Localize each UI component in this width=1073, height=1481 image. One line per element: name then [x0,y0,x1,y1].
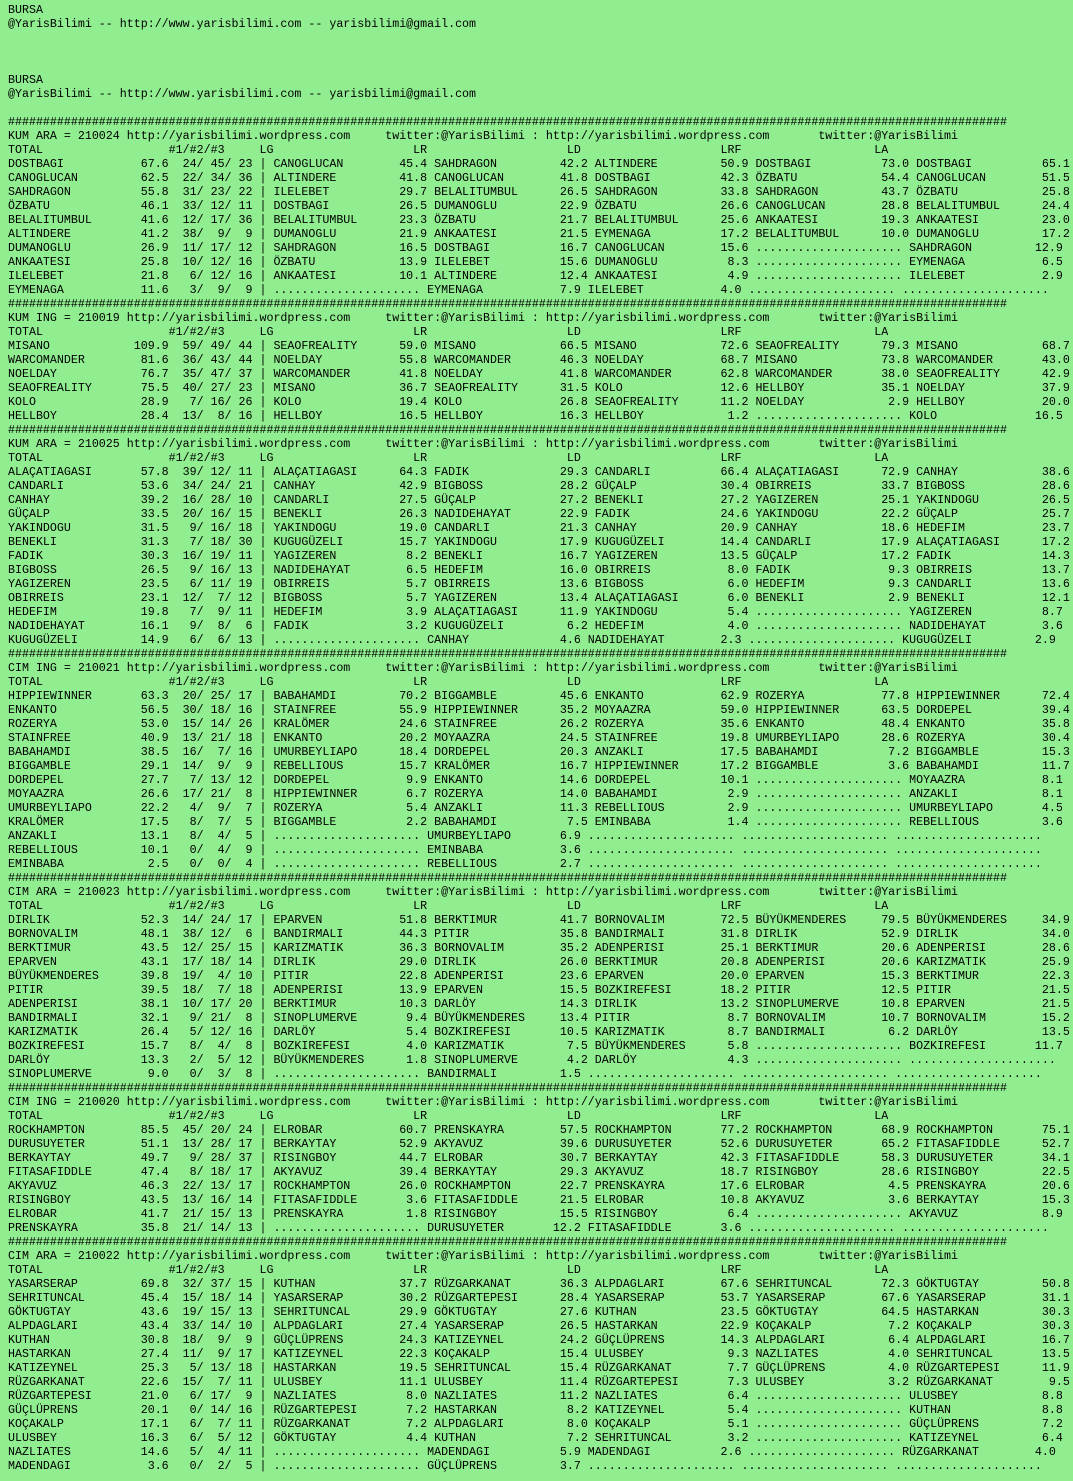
data-row: CANHAY 39.2 16/ 28/ 10 | CANDARLI 27.5 GÜÇALP 27.2 BENEKLI 27.2 YAGIZEREN 25.1 YAKINDOGU 26.5 [8,494,1070,507]
data-row: ILELEBET 21.8 6/ 12/ 16 | ANKAATESI 10.1 ALTINDERE 12.4 ANKAATESI 4.9 ..................... ILELEBET 2.9 [8,270,1063,283]
data-row: RÜZGARKANAT 22.6 15/ 7/ 11 | ULUSBEY 11.1 ULUSBEY 11.4 RÜZGARTEPESI 7.3 ULUSBEY 3.2 RÜZGARKANAT 9.5 [8,1376,1070,1389]
data-row: HIPPIEWINNER 63.3 20/ 25/ 17 | BABAHAMDI 70.2 BIGGAMBLE 45.6 ENKANTO 62.9 ROZERYA 77.8 HIPPIEWINNER 72.4 [8,690,1070,703]
data-row: MOYAAZRA 26.6 17/ 21/ 8 | HIPPIEWINNER 6.7 ROZERYA 14.0 BABAHAMDI 2.9 ..................... ANZAKLI 8.1 [8,788,1063,801]
column-header: TOTAL #1/#2/#3 LG LR LD LRF LA [8,452,889,465]
header-line [8,102,1073,116]
data-row: HEDEFIM 19.8 7/ 9/ 11 | HEDEFIM 3.9 ALAÇATIAGASI 11.9 YAKINDOGU 5.4 ..................... YAGIZEREN 8.7 [8,606,1063,619]
data-row: PRENSKAYRA 35.8 21/ 14/ 13 | ..................... DURUSUYETER 12.2 FITASAFIDDLE 3.6 ..................... ..................... [8,1222,1049,1235]
header-line: @YarisBilimi -- http://www.yarisbilimi.com -- yarisbilimi@gmail.com [8,88,477,101]
data-row: RÜZGARTEPESI 21.0 6/ 17/ 9 | NAZLIATES 8.0 NAZLIATES 11.2 NAZLIATES 6.4 ..................... ULUSBEY 8.8 [8,1390,1063,1403]
data-row: ANZAKLI 13.1 8/ 4/ 5 | ..................... UMURBEYLIAPO 6.9 ..................... ..................... ..................... [8,830,1042,843]
separator-line: ############################################################################################################################################### [8,298,1007,311]
section-title: CIM ARA = 210023 http://yarisbilimi.wordpress.com twitter:@YarisBilimi : http://yarisbilimi.wordpress.com twitter:@YarisBilimi [8,886,959,899]
data-row: YASARSERAP 69.8 32/ 37/ 15 | KUTHAN 37.7 RÜZGARKANAT 36.3 ALPDAGLARI 67.6 SEHRITUNCAL 72.3 GÖKTUGTAY 50.8 [8,1278,1070,1291]
data-row: BANDIRMALI 32.1 9/ 21/ 8 | SINOPLUMERVE 9.4 BÜYÜKMENDERES 13.4 PITIR 8.7 BORNOVALIM 10.7 BORNOVALIM 15.2 [8,1012,1070,1025]
data-row: KARIZMATIK 26.4 5/ 12/ 16 | DARLÖY 5.4 BOZKIREFESI 10.5 KARIZMATIK 8.7 BANDIRMALI 6.2 DARLÖY 13.5 [8,1026,1070,1039]
data-row: NAZLIATES 14.6 5/ 4/ 11 | ..................... MADENDAGI 5.9 MADENDAGI 2.6 ..................... RÜZGARKANAT 4.0 [8,1446,1056,1459]
data-row: GÜÇALP 33.5 20/ 16/ 15 | BENEKLI 26.3 NADIDEHAYAT 22.9 FADIK 24.6 YAKINDOGU 22.2 GÜÇALP 25.7 [8,508,1070,521]
data-row: BORNOVALIM 48.1 38/ 12/ 6 | BANDIRMALI 44.3 PITIR 35.8 BANDIRMALI 31.8 DIRLIK 52.9 DIRLIK 34.0 [8,928,1070,941]
column-header: TOTAL #1/#2/#3 LG LR LD LRF LA [8,1264,889,1277]
data-row: DARLÖY 13.3 2/ 5/ 12 | BÜYÜKMENDERES 1.8 SINOPLUMERVE 4.2 DARLÖY 4.3 ..................... ..................... [8,1054,1056,1067]
data-row: SEHRITUNCAL 45.4 15/ 18/ 14 | YASARSERAP 30.2 RÜZGARTEPESI 28.4 YASARSERAP 53.7 YASARSERAP 67.6 YASARSERAP 31.1 [8,1292,1070,1305]
column-header: TOTAL #1/#2/#3 LG LR LD LRF LA [8,1110,889,1123]
data-row: ÖZBATU 46.1 33/ 12/ 11 | DOSTBAGI 26.5 DUMANOGLU 22.9 ÖZBATU 26.6 CANOGLUCAN 28.8 BELALITUMBUL 24.4 [8,200,1070,213]
data-row: ALPDAGLARI 43.4 33/ 14/ 10 | ALPDAGLARI 27.4 YASARSERAP 26.5 HASTARKAN 22.9 KOÇAKALP 7.2 KOÇAKALP 30.3 [8,1320,1070,1333]
data-row: SAHDRAGON 55.8 31/ 23/ 22 | ILELEBET 29.7 BELALITUMBUL 26.5 SAHDRAGON 33.8 SAHDRAGON 43.7 ÖZBATU 25.8 [8,186,1070,199]
data-row: SINOPLUMERVE 9.0 0/ 3/ 8 | ..................... BANDIRMALI 1.5 ..................... ..................... ..................... [8,1068,1042,1081]
data-row: ALTINDERE 41.2 38/ 9/ 9 | DUMANOGLU 21.9 ANKAATESI 21.5 EYMENAGA 17.2 BELALITUMBUL 10.0 DUMANOGLU 17.2 [8,228,1070,241]
data-row: BABAHAMDI 38.5 16/ 7/ 16 | UMURBEYLIAPO 18.4 DORDEPEL 20.3 ANZAKLI 17.5 BABAHAMDI 7.2 BIGGAMBLE 15.3 [8,746,1070,759]
data-row: BERKTIMUR 43.5 12/ 25/ 15 | KARIZMATIK 36.3 BORNOVALIM 35.2 ADENPERISI 25.1 BERKTIMUR 20.6 ADENPERISI 28.6 [8,942,1070,955]
data-row: REBELLIOUS 10.1 0/ 4/ 9 | ..................... EMINBABA 3.6 ..................... ..................... ..................... [8,844,1042,857]
data-row: SEAOFREALITY 75.5 40/ 27/ 23 | MISANO 36.7 SEAOFREALITY 31.5 KOLO 12.6 HELLBOY 35.1 NOELDAY 37.9 [8,382,1070,395]
data-row: KUGUGÜZELI 14.9 6/ 6/ 13 | ..................... CANHAY 4.6 NADIDEHAYAT 2.3 ..................... KUGUGÜZELI 2.9 [8,634,1056,647]
data-row: ALAÇATIAGASI 57.8 39/ 12/ 11 | ALAÇATIAGASI 64.3 FADIK 29.3 CANDARLI 66.4 ALAÇATIAGASI 72.9 CANHAY 38.6 [8,466,1070,479]
data-row: DUMANOGLU 26.9 11/ 17/ 12 | SAHDRAGON 16.5 DOSTBAGI 16.7 CANOGLUCAN 15.6 ..................... SAHDRAGON 12.9 [8,242,1063,255]
column-header: TOTAL #1/#2/#3 LG LR LD LRF LA [8,900,889,913]
data-row: DURUSUYETER 51.1 13/ 28/ 17 | BERKAYTAY 52.9 AKYAVUZ 39.6 DURUSUYETER 52.6 DURUSUYETER 65.2 FITASAFIDDLE 52.7 [8,1138,1070,1151]
data-row: BIGGAMBLE 29.1 14/ 9/ 9 | REBELLIOUS 15.7 KRALÖMER 16.7 HIPPIEWINNER 17.2 BIGGAMBLE 3.6 BABAHAMDI 11.7 [8,760,1070,773]
data-row: UMURBEYLIAPO 22.2 4/ 9/ 7 | ROZERYA 5.4 ANZAKLI 11.3 REBELLIOUS 2.9 ..................... UMURBEYLIAPO 4.5 [8,802,1063,815]
data-row: HELLBOY 28.4 13/ 8/ 16 | HELLBOY 16.5 HELLBOY 16.3 HELLBOY 1.2 ..................... KOLO 16.5 [8,410,1063,423]
data-row: FADIK 30.3 16/ 19/ 11 | YAGIZEREN 8.2 BENEKLI 16.7 YAGIZEREN 13.5 GÜÇALP 17.2 FADIK 14.3 [8,550,1070,563]
data-row: KATIZEYNEL 25.3 5/ 13/ 18 | HASTARKAN 19.5 SEHRITUNCAL 15.4 RÜZGARKANAT 7.7 GÜÇLÜPRENS 4.0 RÜZGARTEPESI 11.9 [8,1362,1070,1375]
data-row: HASTARKAN 27.4 11/ 9/ 17 | KATIZEYNEL 22.3 KOÇAKALP 15.4 ULUSBEY 9.3 NAZLIATES 4.0 SEHRITUNCAL 13.5 [8,1348,1070,1361]
data-row: ELROBAR 41.7 21/ 15/ 13 | PRENSKAYRA 1.8 RISINGBOY 15.5 RISINGBOY 6.4 ..................... AKYAVUZ 8.9 [8,1208,1063,1221]
data-row: OBIRREIS 23.1 12/ 7/ 12 | BIGBOSS 5.7 YAGIZEREN 13.4 ALAÇATIAGASI 6.0 BENEKLI 2.9 BENEKLI 12.1 [8,592,1070,605]
separator-line: ############################################################################################################################################### [8,424,1007,437]
data-row: BENEKLI 31.3 7/ 18/ 30 | KUGUGÜZELI 15.7 YAKINDOGU 17.9 KUGUGÜZELI 14.4 CANDARLI 17.9 ALAÇATIAGASI 17.2 [8,536,1070,549]
separator-line: ############################################################################################################################################### [8,648,1007,661]
header-line [8,46,1073,60]
data-row: BOZKIREFESI 15.7 8/ 4/ 8 | BOZKIREFESI 4.0 KARIZMATIK 7.5 BÜYÜKMENDERES 5.8 ..................... BOZKIREFESI 11.7 [8,1040,1063,1053]
data-row: KRALÖMER 17.5 8/ 7/ 5 | BIGGAMBLE 2.2 BABAHAMDI 7.5 EMINBABA 1.4 ..................... REBELLIOUS 3.6 [8,816,1063,829]
data-row: ENKANTO 56.5 30/ 18/ 16 | STAINFREE 55.9 HIPPIEWINNER 35.2 MOYAAZRA 59.0 HIPPIEWINNER 63.5 DORDEPEL 39.4 [8,704,1070,717]
data-row: CANOGLUCAN 62.5 22/ 34/ 36 | ALTINDERE 41.8 CANOGLUCAN 41.8 DOSTBAGI 42.3 ÖZBATU 54.4 CANOGLUCAN 51.5 [8,172,1070,185]
data-row: BIGBOSS 26.5 9/ 16/ 13 | NADIDEHAYAT 6.5 HEDEFIM 16.0 OBIRREIS 8.0 FADIK 9.3 OBIRREIS 13.7 [8,564,1070,577]
data-row: BÜYÜKMENDERES 39.8 19/ 4/ 10 | PITIR 22.8 ADENPERISI 23.6 EPARVEN 20.0 EPARVEN 15.3 BERKTIMUR 22.3 [8,970,1070,983]
data-row: BELALITUMBUL 41.6 12/ 17/ 36 | BELALITUMBUL 23.3 ÖZBATU 21.7 BELALITUMBUL 25.6 ANKAATESI 19.3 ANKAATESI 23.0 [8,214,1070,227]
data-row: KOLO 28.9 7/ 16/ 26 | KOLO 19.4 KOLO 26.8 SEAOFREALITY 11.2 NOELDAY 2.9 HELLBOY 20.0 [8,396,1070,409]
data-row: PITIR 39.5 18/ 7/ 18 | ADENPERISI 13.9 EPARVEN 15.5 BOZKIREFESI 18.2 PITIR 12.5 PITIR 21.5 [8,984,1070,997]
data-row: STAINFREE 40.9 13/ 21/ 18 | ENKANTO 20.2 MOYAAZRA 24.5 STAINFREE 19.8 UMURBEYLIAPO 28.6 ROZERYA 30.4 [8,732,1070,745]
separator-line: ############################################################################################################################################### [8,1082,1007,1095]
header-line: BURSA [8,74,43,87]
column-header: TOTAL #1/#2/#3 LG LR LD LRF LA [8,326,889,339]
data-row: WARCOMANDER 81.6 36/ 43/ 44 | NOELDAY 55.8 WARCOMANDER 46.3 NOELDAY 68.7 MISANO 73.8 WARCOMANDER 43.0 [8,354,1070,367]
data-row: GÖKTUGTAY 43.6 19/ 15/ 13 | SEHRITUNCAL 29.9 GÖKTUGTAY 27.6 KUTHAN 23.5 GÖKTUGTAY 64.5 HASTARKAN 30.3 [8,1306,1070,1319]
data-row: ROCKHAMPTON 85.5 45/ 20/ 24 | ELROBAR 60.7 PRENSKAYRA 57.5 ROCKHAMPTON 77.2 ROCKHAMPTON 68.9 ROCKHAMPTON 75.1 [8,1124,1070,1137]
data-row: DIRLIK 52.3 14/ 24/ 17 | EPARVEN 51.8 BERKTIMUR 41.7 BORNOVALIM 72.5 BÜYÜKMENDERES 79.5 BÜYÜKMENDERES 34.9 [8,914,1070,927]
data-row: MADENDAGI 3.6 0/ 2/ 5 | ..................... GÜÇLÜPRENS 3.7 ..................... ..................... ..................... [8,1460,1042,1473]
data-row: ULUSBEY 16.3 6/ 5/ 12 | GÖKTUGTAY 4.4 KUTHAN 7.2 SEHRITUNCAL 3.2 ..................... KATIZEYNEL 6.4 [8,1432,1063,1445]
section-title: KUM ARA = 210024 http://yarisbilimi.wordpress.com twitter:@YarisBilimi : http://yarisbilimi.wordpress.com twitter:@YarisBilimi [8,130,959,143]
data-row: AKYAVUZ 46.3 22/ 13/ 17 | ROCKHAMPTON 26.0 ROCKHAMPTON 22.7 PRENSKAYRA 17.6 ELROBAR 4.5 PRENSKAYRA 20.6 [8,1180,1070,1193]
data-row: GÜÇLÜPRENS 20.1 0/ 14/ 16 | RÜZGARTEPESI 7.2 HASTARKAN 8.2 KATIZEYNEL 5.4 ..................... KUTHAN 8.8 [8,1404,1063,1417]
section-title: KUM ARA = 210025 http://yarisbilimi.wordpress.com twitter:@YarisBilimi : http://yarisbilimi.wordpress.com twitter:@YarisBilimi [8,438,959,451]
data-row: DOSTBAGI 67.6 24/ 45/ 23 | CANOGLUCAN 45.4 SAHDRAGON 42.2 ALTINDERE 50.9 DOSTBAGI 73.0 DOSTBAGI 65.1 [8,158,1070,171]
column-header: TOTAL #1/#2/#3 LG LR LD LRF LA [8,676,889,689]
data-row: KUTHAN 30.8 18/ 9/ 9 | GÜÇLÜPRENS 24.3 KATIZEYNEL 24.2 GÜÇLÜPRENS 14.3 ALPDAGLARI 6.4 ALPDAGLARI 16.7 [8,1334,1070,1347]
data-row: EMINBABA 2.5 0/ 0/ 4 | ..................... REBELLIOUS 2.7 ..................... ..................... ..................... [8,858,1042,871]
header-line [8,60,1073,74]
data-row: ANKAATESI 25.8 10/ 12/ 16 | ÖZBATU 13.9 ILELEBET 15.6 DUMANOGLU 8.3 ..................... EYMENAGA 6.5 [8,256,1063,269]
data-row: FITASAFIDDLE 47.4 8/ 18/ 17 | AKYAVUZ 39.4 BERKAYTAY 29.3 AKYAVUZ 18.7 RISINGBOY 28.6 RISINGBOY 22.5 [8,1166,1070,1179]
data-row: EYMENAGA 11.6 3/ 9/ 9 | ..................... EYMENAGA 7.9 ILELEBET 4.0 ..................... ..................... [8,284,1049,297]
section-title: CIM ARA = 210022 http://yarisbilimi.wordpress.com twitter:@YarisBilimi : http://yarisbilimi.wordpress.com twitter:@YarisBilimi [8,1250,959,1263]
data-row: CANDARLI 53.6 34/ 24/ 21 | CANHAY 42.9 BIGBOSS 28.2 GÜÇALP 30.4 OBIRREIS 33.7 BIGBOSS 28.6 [8,480,1070,493]
header-line: BURSA [8,4,43,17]
separator-line: ############################################################################################################################################### [8,872,1007,885]
data-row: KOÇAKALP 17.1 6/ 7/ 11 | RÜZGARKANAT 7.2 ALPDAGLARI 8.0 KOÇAKALP 5.1 ..................... GÜÇLÜPRENS 7.2 [8,1418,1063,1431]
section-title: CIM ING = 210020 http://yarisbilimi.wordpress.com twitter:@YarisBilimi : http://yarisbilimi.wordpress.com twitter:@YarisBilimi [8,1096,959,1109]
section-title: CIM ING = 210021 http://yarisbilimi.wordpress.com twitter:@YarisBilimi : http://yarisbilimi.wordpress.com twitter:@YarisBilimi [8,662,959,675]
data-row: YAGIZEREN 23.5 6/ 11/ 19 | OBIRREIS 5.7 OBIRREIS 13.6 BIGBOSS 6.0 HEDEFIM 9.3 CANDARLI 13.6 [8,578,1070,591]
header-line: @YarisBilimi -- http://www.yarisbilimi.com -- yarisbilimi@gmail.com [8,18,477,31]
data-row: YAKINDOGU 31.5 9/ 16/ 18 | YAKINDOGU 19.0 CANDARLI 21.3 CANHAY 20.9 CANHAY 18.6 HEDEFIM 23.7 [8,522,1070,535]
column-header: TOTAL #1/#2/#3 LG LR LD LRF LA [8,144,889,157]
data-row: NOELDAY 76.7 35/ 47/ 37 | WARCOMANDER 41.8 NOELDAY 41.8 WARCOMANDER 62.8 WARCOMANDER 38.0 SEAOFREALITY 42.9 [8,368,1070,381]
data-row: RISINGBOY 43.5 13/ 16/ 14 | FITASAFIDDLE 3.6 FITASAFIDDLE 21.5 ELROBAR 10.8 AKYAVUZ 3.6 BERKAYTAY 15.3 [8,1194,1070,1207]
separator-line: ############################################################################################################################################### [8,1236,1007,1249]
data-row: BERKAYTAY 49.7 9/ 28/ 37 | RISINGBOY 44.7 ELROBAR 30.7 BERKAYTAY 42.3 FITASAFIDDLE 58.3 DURUSUYETER 34.1 [8,1152,1070,1165]
data-row: NADIDEHAYAT 16.1 9/ 8/ 6 | FADIK 3.2 KUGUGÜZELI 6.2 HEDEFIM 4.0 ..................... NADIDEHAYAT 3.6 [8,620,1063,633]
data-row: ADENPERISI 38.1 10/ 17/ 20 | BERKTIMUR 10.3 DARLÖY 14.3 DIRLIK 13.2 SINOPLUMERVE 10.8 EPARVEN 21.5 [8,998,1070,1011]
section-title: KUM ING = 210019 http://yarisbilimi.wordpress.com twitter:@YarisBilimi : http://yarisbilimi.wordpress.com twitter:@YarisBilimi [8,312,959,325]
header-line [8,32,1073,46]
data-row: MISANO 109.9 59/ 49/ 44 | SEAOFREALITY 59.0 MISANO 66.5 MISANO 72.6 SEAOFREALITY 79.3 MISANO 68.7 [8,340,1070,353]
data-row: DORDEPEL 27.7 7/ 13/ 12 | DORDEPEL 9.9 ENKANTO 14.6 DORDEPEL 10.1 ..................... MOYAAZRA 8.1 [8,774,1063,787]
data-row: ROZERYA 53.0 15/ 14/ 26 | KRALÖMER 24.6 STAINFREE 26.2 ROZERYA 35.6 ENKANTO 48.4 ENKANTO 35.8 [8,718,1070,731]
data-row: EPARVEN 43.1 17/ 18/ 14 | DIRLIK 29.0 DIRLIK 26.0 BERKTIMUR 20.8 ADENPERISI 20.6 KARIZMATIK 25.9 [8,956,1070,969]
separator-line: ############################################################################################################################################### [8,116,1007,129]
